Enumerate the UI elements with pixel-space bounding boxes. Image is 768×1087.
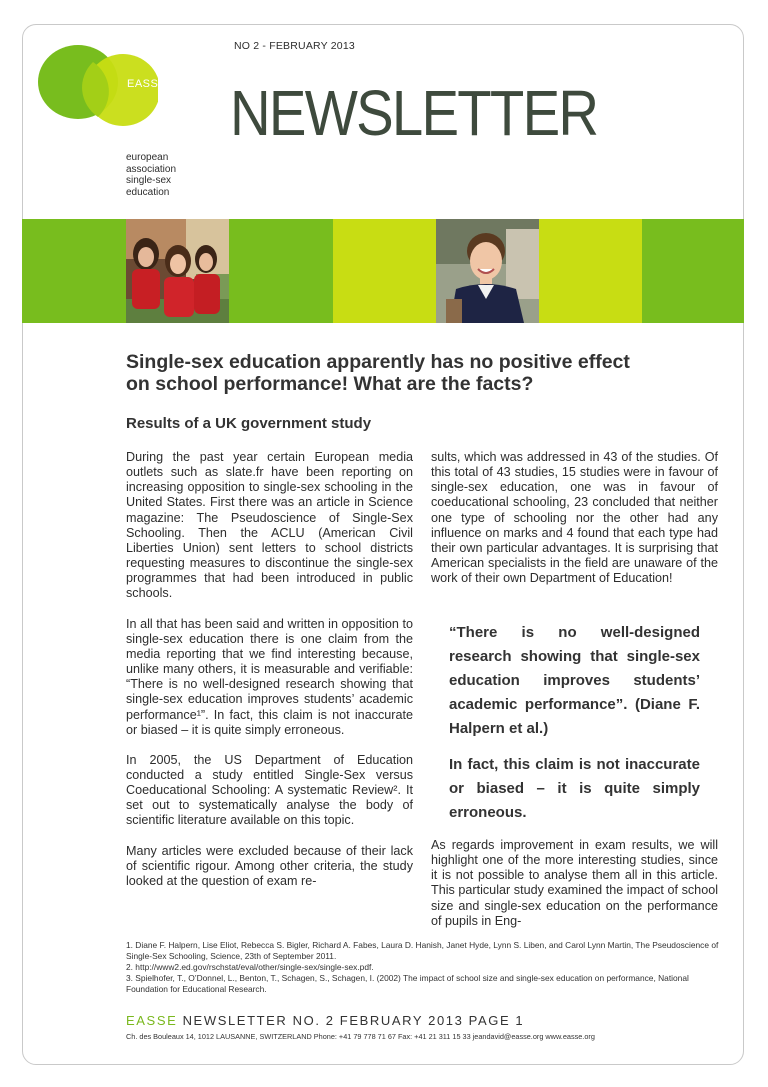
organization-name: european association single-sex education [126,152,177,198]
footer-contact: Ch. des Bouleaux 14, 1012 LAUSANNE, SWITZERLAND Phone: +41 79 778 71 67 Fax: +41 21 311 15 33 jeandavid@easse.org www.easse.org [126,1032,595,1041]
pull-quote-text: “There is no well-designed research showing that single-sex education improves students’ academic performance”. [449,624,700,713]
paragraph: As regards improvement in exam results, we will highlight one of the more interesting studies, since it is not possible to analyse them all in this article. This particular study examined the impact of school size and single-sex education on the performance of pupils in Eng- [431,838,718,928]
paragraph: In 2005, the US Department of Education conducted a study entitled Single-Sex versus Coeducational Schooling: A systematic Review². It set out to systematically analyse the body of scientific literature available on this topic. [126,752,413,828]
pull-quote-second: In fact, this claim is not inaccurate or biased – it is quite simply erroneous. [449,756,700,821]
footnotes [126,940,722,995]
right-column-bottom [431,838,718,944]
footnote: 1. Diane F. Halpern, Lise Eliot, Rebecca S. Bigler, Richard A. Fabes, Laura D. Hanish, Janet Hyde, Lynn S. Liben, and Carol Lynn Martin, The Pseudoscience of Single-Sex Schooling, Science, 23th of September 2011. [126,940,719,961]
photo-schoolgirls [126,219,229,323]
footnote: 3. Spielhofer, T., O’Donnel, L., Benton, T., Schagen, S., Schagen, I. (2002) The impact of school size and single-sex education on performance, National Foundation for Educational Research. [126,973,689,994]
footnote: 2. http://www2.ed.gov/rschstat/eval/other/single-sex/single-sex.pdf. [126,962,374,972]
left-column [126,450,413,904]
logo-text: EASSE [127,78,167,90]
issue-label: NO 2 - FEBRUARY 2013 [234,40,355,52]
footer-title: EASSE NEWSLETTER NO. 2 FEBRUARY 2013 PAGE 1 [126,1013,525,1028]
masthead-title: NEWSLETTER [230,77,598,149]
photo-schoolboy [436,219,539,323]
article-headline: Single-sex education apparently has no positive effect on school performance! What are the facts? [126,351,630,395]
paragraph: In all that has been said and written in opposition to single-sex education there is one claim from the media reporting that we find interesting because, unlike many others, it is measurable and verifiable: “There is no well-designed research showing that single-sex education improves students’ academic performance¹”. In fact, this claim is not inaccurate or biased – it is quite simply erroneous. [126,616,413,737]
pull-quote [449,621,700,837]
article-subhead: Results of a UK government study [126,415,372,432]
paragraph: Many articles were excluded because of their lack of scientific rigour. Among other criteria, the study looked at the question of exam re- [126,843,413,888]
paragraph: sults, which was addressed in 43 of the studies. Of this total of 43 studies, 15 studies were in favour of single-sex education, one was in favour of coeducational schooling, 23 concluded that neither one type of schooling nor the other had any influence on marks and 4 found that each type had their own particular advantages. It is surprising that American specialists in the field are unaware of the work of their own Department of Education! [431,450,718,586]
paragraph: During the past year certain European media outlets such as slate.fr have been reporting on increasing opposition to single-sex schooling in the United States. First there was an article in Science magazine: The Pseudoscience of Single-Sex Schooling. Then the ACLU (American Civil Liberties Union) sent letters to school districts requesting measures to discontinue the single-sex programmes that had been introduced in public schools. [126,450,413,601]
right-column-top [431,450,718,601]
pull-quote-attribution: (Diane F. Halpern et al.) [449,696,701,737]
